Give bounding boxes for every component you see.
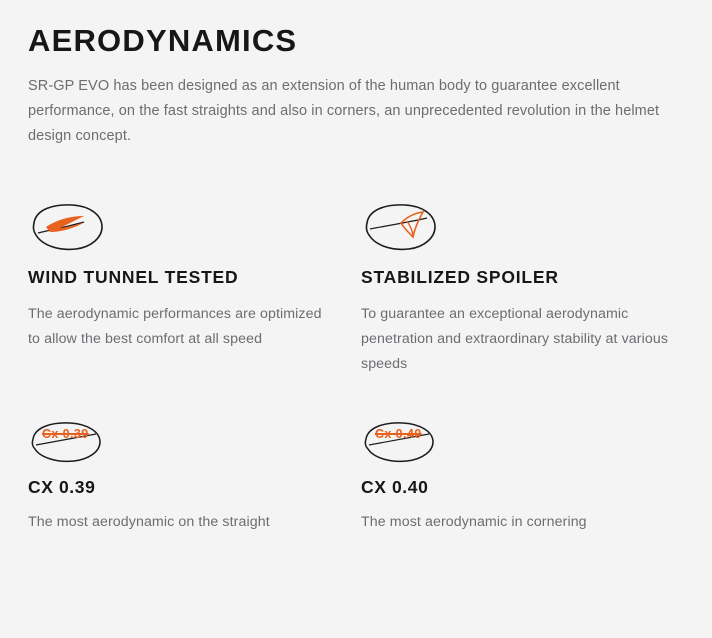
cx-description: The most aerodynamic on the straight [28,513,270,530]
helmet-cx-icon [28,419,337,465]
cx-card-039 [28,419,361,535]
feature-description: The aerodynamic performances are optimized to allow the best comfort at all speed [28,306,322,348]
feature-description: To guarantee an exceptional aerodynamic penetration and extraordinary stability at various speeds [361,306,669,373]
feature-grid-row-2 [28,419,684,535]
page-title: AERODYNAMICS [28,23,298,58]
feature-card-stabilized-spoiler [361,197,694,377]
cx-badge: Cx 0.40 [375,426,422,441]
helmet-spoiler-icon [361,197,670,255]
cx-badge: Cx 0.39 [42,426,89,441]
feature-title: STABILIZED SPOILER [361,267,559,288]
cx-title: CX 0.39 [28,476,96,497]
feature-card-wind-tunnel [28,197,361,377]
helmet-airflow-icon [28,197,337,255]
cx-title: CX 0.40 [361,476,429,497]
feature-grid-row-1 [28,197,684,377]
section-intro-text: SR-GP EVO has been designed as an extension of the human body to guarantee excellent performance, on the fast straights and also in corners, an unprecedented revolution in the helmet design concept. [28,78,660,145]
cx-description: The most aerodynamic in cornering [361,513,587,530]
feature-title: WIND TUNNEL TESTED [28,267,239,288]
helmet-cx-icon [361,419,670,465]
cx-card-040 [361,419,694,535]
